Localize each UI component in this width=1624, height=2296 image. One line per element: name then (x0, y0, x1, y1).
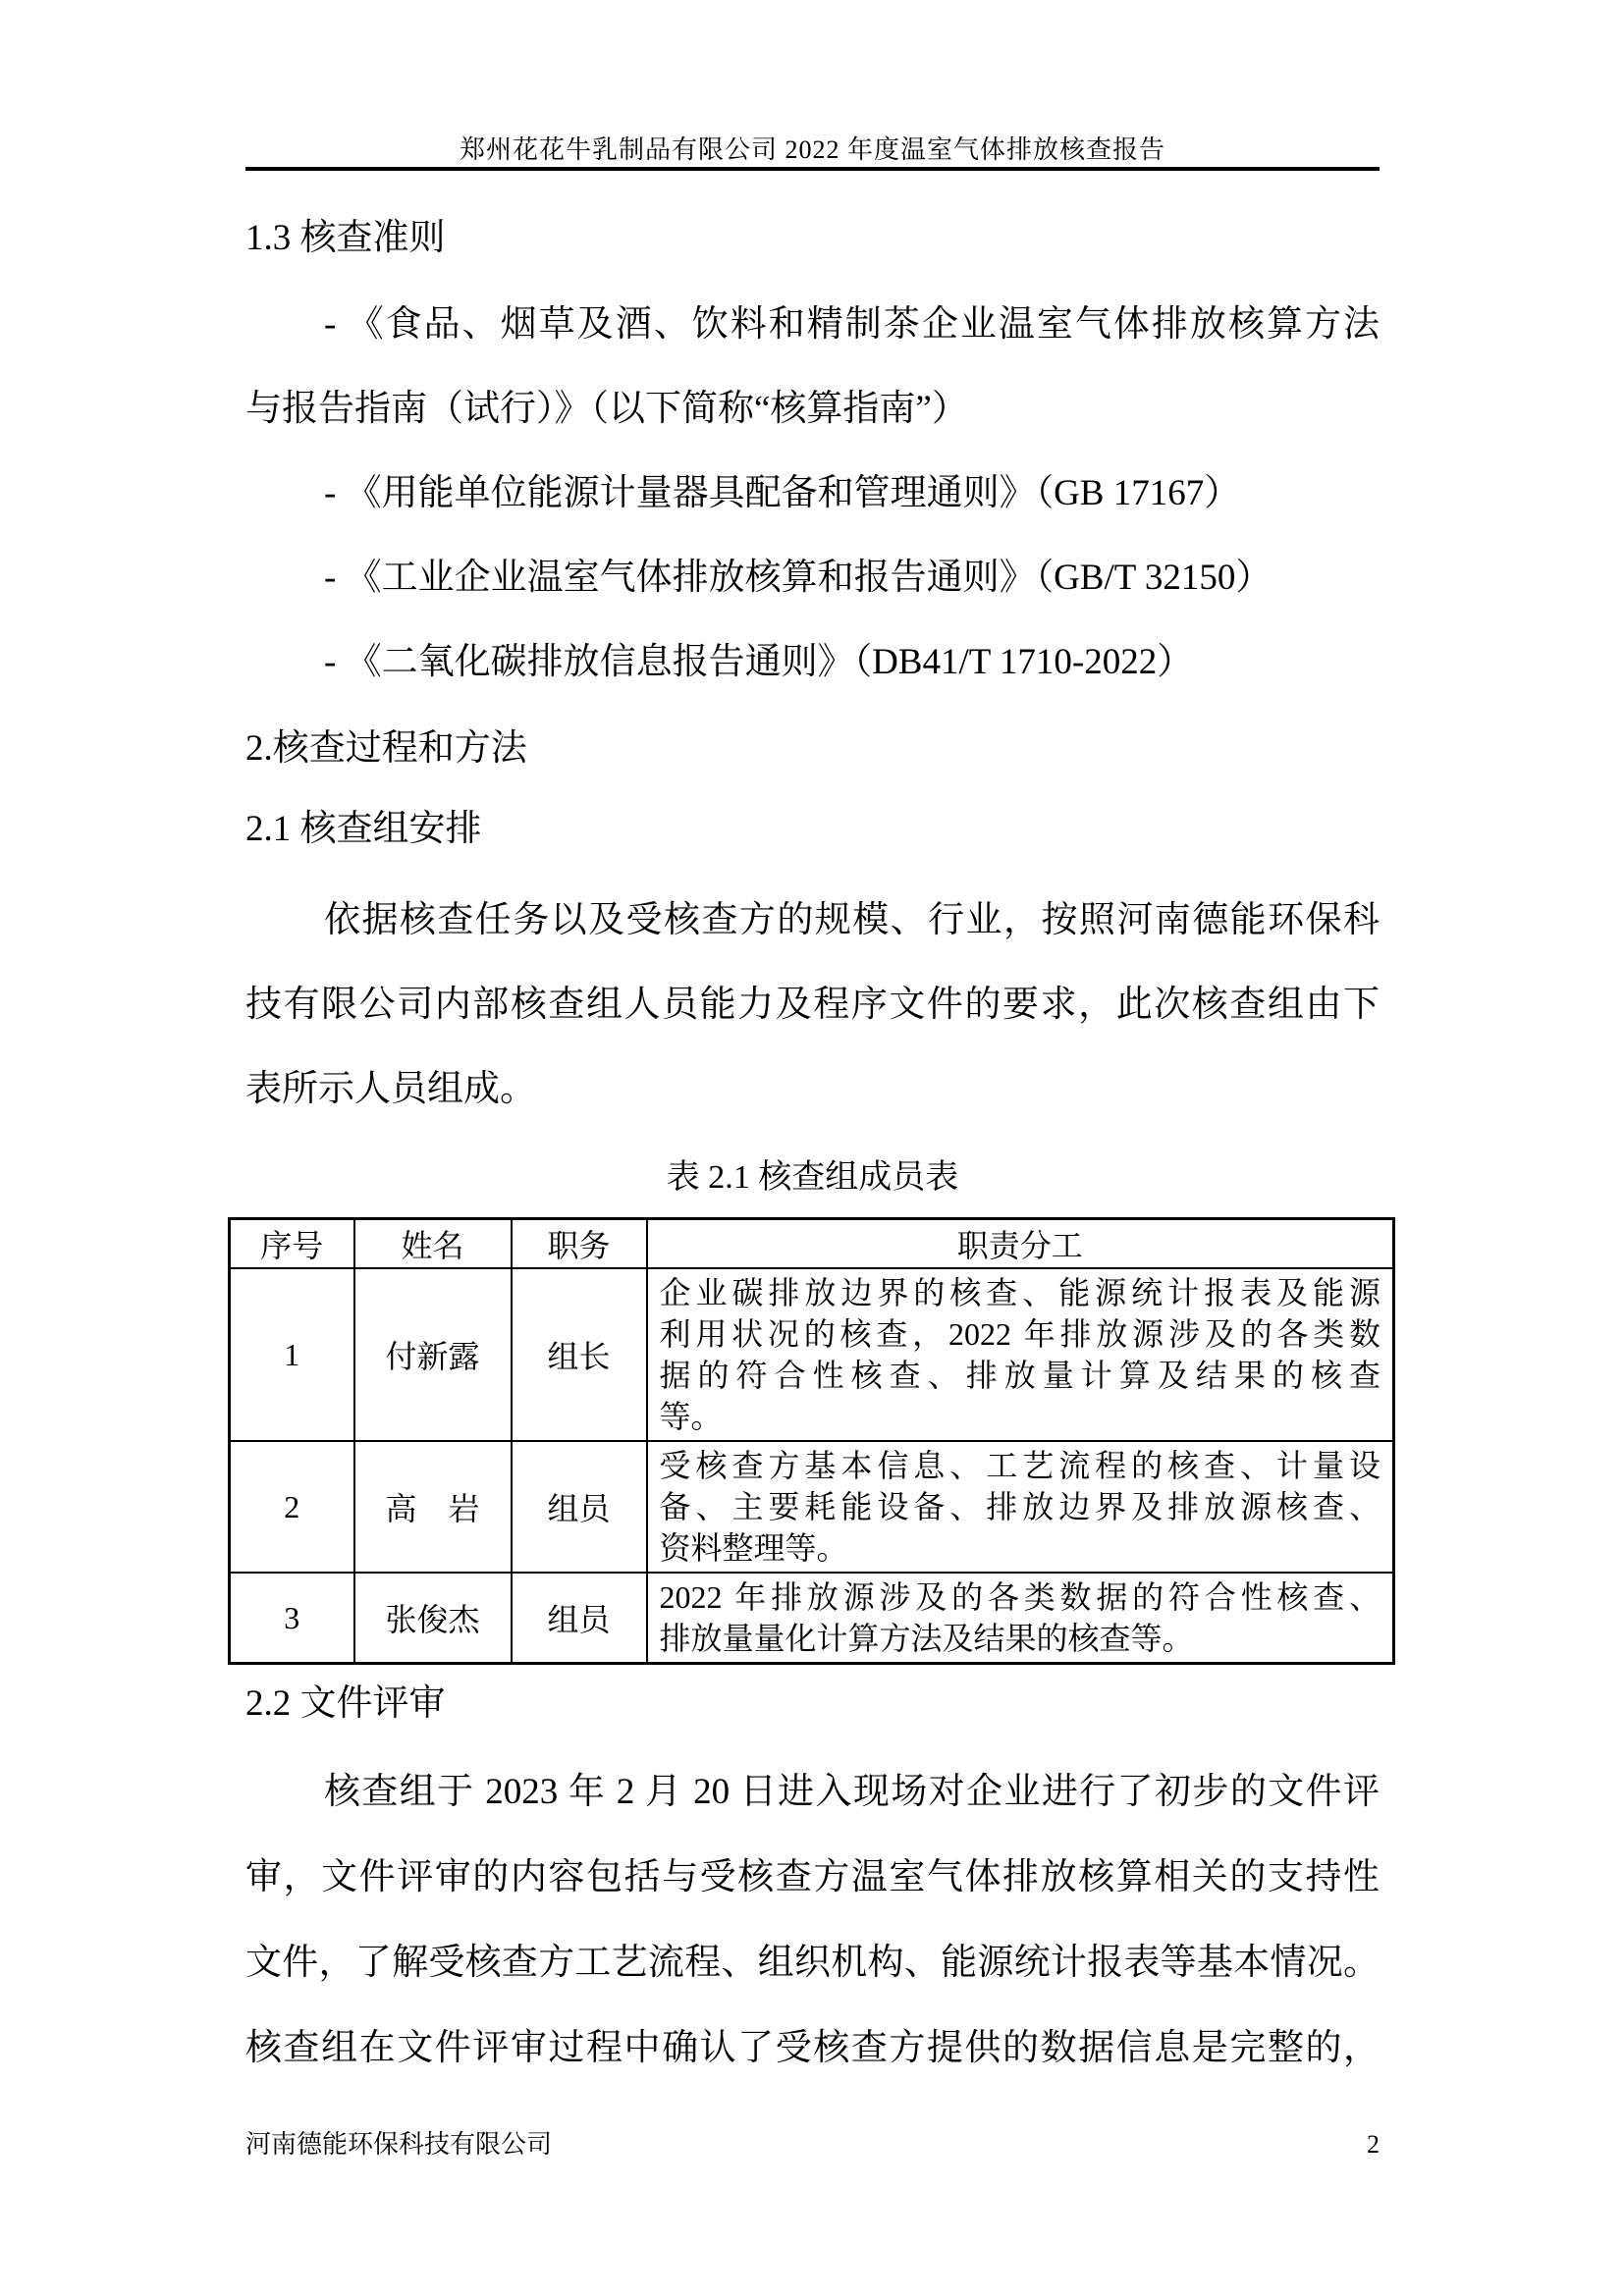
cell-duty (647, 1573, 1394, 1664)
duty-line: 排放量量化计算方法及结果的核查等。 (659, 1621, 1194, 1656)
table-title: 表 2.1 核查组成员表 (666, 1159, 959, 1196)
section-heading-2: 2.核查过程和方法 (245, 728, 527, 769)
criteria-line: - 《用能单位能源计量器具配备和管理通则》（GB 17167） (324, 473, 1241, 513)
duty-line: 资料整理等。 (659, 1530, 848, 1566)
cell-no: 2 (230, 1441, 354, 1573)
criteria-line: 与报告指南（试行）》（以下简称“核算指南”） (245, 389, 968, 429)
cell-no: 1 (230, 1268, 354, 1441)
column-header-no: 序号 (230, 1219, 354, 1269)
duty-line: 受核查方基本信息、工艺流程的核查、计量设 (659, 1448, 1380, 1483)
cell-duty (647, 1441, 1394, 1573)
duty-line: 2022 年排放源涉及的各类数据的符合性核查、 (659, 1579, 1380, 1615)
criteria-line: - 《食品、烟草及酒、饮料和精制茶企业温室气体排放核算方法 (324, 304, 1380, 345)
cell-name: 高 岩 (354, 1441, 512, 1573)
paragraph-line: 核查组在文件评审过程中确认了受核查方提供的数据信息是完整的， (245, 2028, 1380, 2068)
criteria-list (245, 283, 1380, 705)
cell-role: 组员 (512, 1573, 647, 1664)
cell-role: 组员 (512, 1441, 647, 1573)
page-footer (245, 2125, 1380, 2164)
page-header-title: 郑州花花牛乳制品有限公司 2022 年度温室气体排放核查报告 (459, 135, 1165, 164)
paragraph-line: 审，文件评审的内容包括与受核查方温室气体排放核算相关的支持性 (245, 1857, 1380, 1897)
header-rule (245, 167, 1380, 171)
column-header-duty: 职责分工 (647, 1219, 1394, 1269)
footer-page-number: 2 (1367, 2130, 1380, 2159)
paragraph-line: 核查组于 2023 年 2 月 20 日进入现场对企业进行了初步的文件评 (324, 1772, 1380, 1812)
criteria-line: - 《二氧化碳排放信息报告通则》（DB41/T 1710-2022） (324, 642, 1194, 682)
section-heading-2-2: 2.2 文件评审 (245, 1683, 446, 1724)
section-heading-2-1: 2.1 核查组安排 (245, 809, 482, 849)
section-2 (245, 707, 1380, 791)
criteria-line: - 《工业企业温室气体排放核算和报告通则》（GB/T 32150） (324, 558, 1272, 598)
table-row (230, 1268, 1394, 1441)
table-header-row (230, 1219, 1394, 1269)
cell-no: 3 (230, 1573, 354, 1664)
section-1-3 (245, 196, 1380, 281)
duty-line: 利用状况的核查，2022 年排放源涉及的各类数 (659, 1316, 1380, 1352)
duty-line: 等。 (659, 1399, 723, 1434)
cell-role: 组长 (512, 1268, 647, 1441)
section-2-2 (245, 1662, 1380, 1746)
cell-duty (647, 1268, 1394, 1441)
table-row (230, 1441, 1394, 1573)
table-row (230, 1573, 1394, 1664)
paragraph-line: 文件，了解受核查方工艺流程、组织机构、能源统计报表等基本情况。 (245, 1943, 1380, 1983)
cell-name: 张俊杰 (354, 1573, 512, 1664)
column-header-name: 姓名 (354, 1219, 512, 1269)
duty-line: 企业碳排放边界的核查、能源统计报表及能源 (659, 1275, 1380, 1310)
section-2-1-paragraph (245, 879, 1380, 1132)
column-header-role: 职务 (512, 1219, 647, 1269)
paragraph-line: 技有限公司内部核查组人员能力及程序文件的要求，此次核查组由下 (245, 985, 1380, 1025)
paragraph-line: 表所示人员组成。 (245, 1069, 536, 1109)
cell-name: 付新露 (354, 1268, 512, 1441)
section-heading-1-3: 1.3 核查准则 (245, 218, 446, 258)
section-2-1 (245, 787, 1380, 872)
verification-team-table (228, 1217, 1395, 1665)
paragraph-line: 依据核查任务以及受核查方的规模、行业，按照河南德能环保科 (324, 900, 1380, 940)
duty-line: 备、主要耗能设备、排放边界及排放源核查、 (659, 1489, 1380, 1524)
duty-line: 据的符合性核查、排放量计算及结果的核查 (659, 1358, 1380, 1393)
footer-company: 河南德能环保科技有限公司 (245, 2130, 553, 2159)
section-2-2-paragraph (245, 1749, 1380, 2091)
